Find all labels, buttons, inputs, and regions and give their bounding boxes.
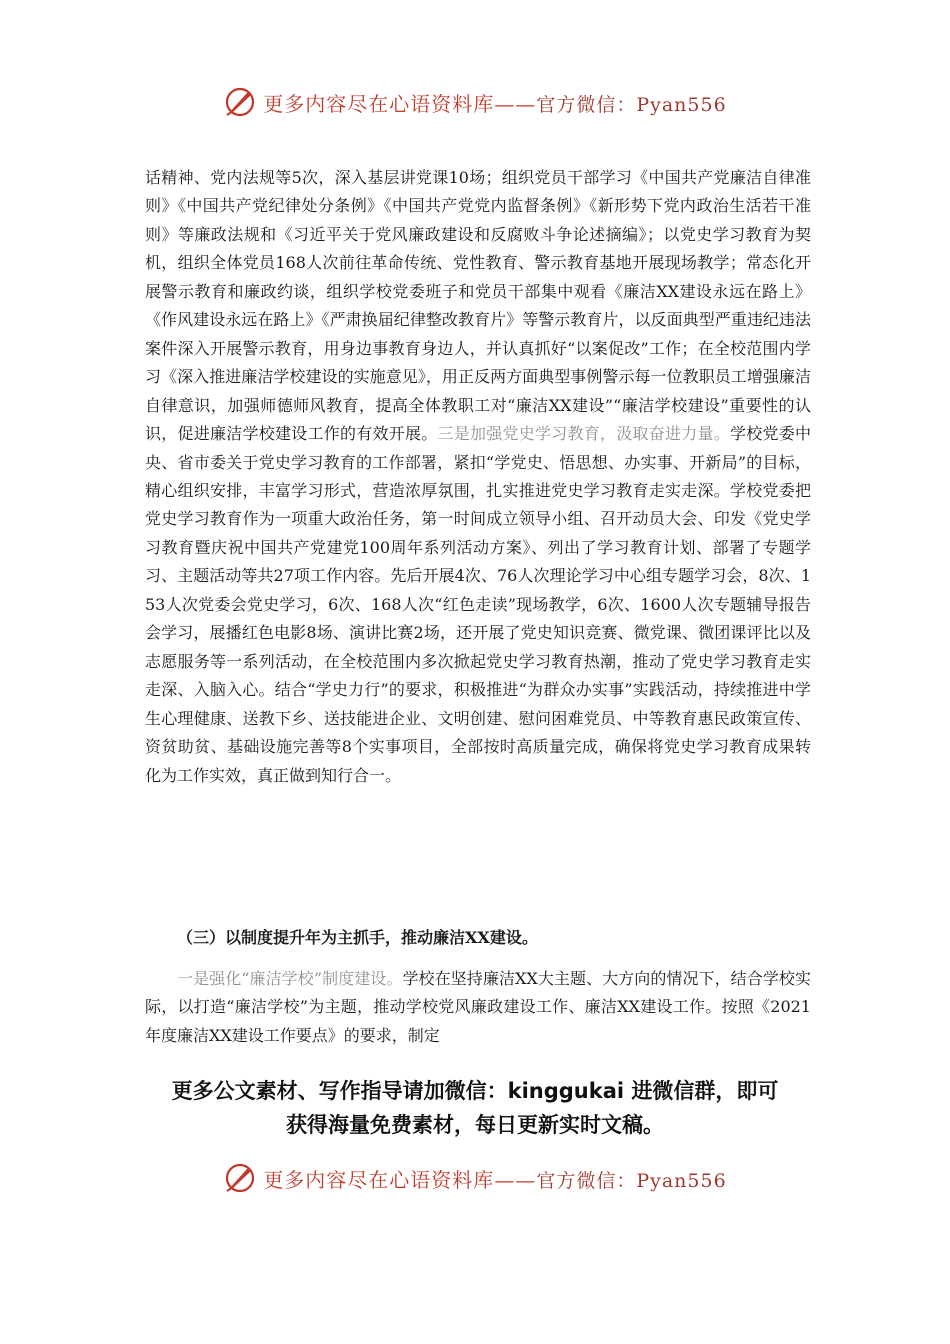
footer-brand: 更多内容尽在心语资料库 bbox=[263, 1167, 495, 1192]
body-paragraph-2 bbox=[145, 965, 811, 1050]
footer-banner bbox=[0, 1156, 950, 1200]
header-banner-text bbox=[263, 88, 726, 117]
header-brand: 更多内容尽在心语资料库 bbox=[263, 91, 495, 116]
para1-rest: 学校党委中央、省市委关于党史学习教育的工作部署，紧扣“学党史、悟思想、办实事、开新局”的目标，精心组织安排，丰富学习形式，营造浓厚氛围，扎实推进党史学习教育走实走深。学校党委把党史学习教育作为一项重大政治任务，第一时间成立领导小组、召开动员大会、印发《党史学习教育暨庆祝中国共产党建党100周年系列活动方案》、列出了学习教育计划、部署了专题学习、主题活动等共27项工作内容。先后开展4次、76人次理论学习中心组专题学习会，8次、153人次党委会党史学习，6次、168人次“红色走读”现场教学，6次、1600人次专题辅导报告会学习，展播红色电影8场、演讲比赛2场，还开展了党史知识竞赛、微党课、微团课评比以及志愿服务等一系列活动，在全校范围内多次掀起党史学习教育热潮，推动了党史学习教育走实走深、入脑入心。结合“学史力行”的要求，积极推进“为群众办实事”实践活动，持续推进中学生心理健康、送教下乡、送技能进企业、文明创建、慰问困难党员、中等教育惠民政策宣传、资贫助贫、基础设施完善等8个实事项目，全部按时高质量完成，确保将党史学习教育成果转化为工作实效，真正做到知行合一。 bbox=[145, 424, 811, 785]
footer-wechat: 官方微信：Pyan556 bbox=[536, 1169, 727, 1192]
para1-highlight: 三是加强党史学习教育，汲取奋进力量。 bbox=[437, 424, 730, 444]
para2-highlight: 一是强化“廉洁学校”制度建设。 bbox=[177, 969, 403, 988]
quill-logo-icon bbox=[223, 85, 257, 119]
quill-logo-icon bbox=[223, 1161, 257, 1195]
header-wechat: 官方微信：Pyan556 bbox=[536, 93, 727, 116]
para1-start: 话精神、党内法规等5次，深入基层讲党课10场；组织党员干部学习《中国共产党廉洁自律准则》《中国共产党纪律处分条例》《中国共产党党内监督条例》《新形势下党内政治生活若干准则》等廉政法规和《习近平关于党风廉政建设和反腐败斗争论述摘编》；以党史学习教育为契机，组织全体党员168人次前往革命传统、党性教育、警示教育基地开展现场教学；常态化开展警示教育和廉政约谈，组织学校党委班子和党员干部集中观看《廉洁XX建设永远在路上》《作风建设永远在路上》《严肃换届纪律整改教育片》等警示教育片，以反面典型严重违纪违法案件深入开展警示教育，用身边事教育身边人，并认真抓好“以案促改”工作；在全校范围内学习《深入推进廉洁学校建设的实施意见》，用正反两方面典型事例警示每一位教职员工增强廉洁自律意识，加强师德师风教育，提高全体教职工对“廉洁XX建设”“廉洁学校建设”重要性的认识，促进廉洁学校建设工作的有效开展。 bbox=[145, 168, 811, 444]
section-heading: （三）以制度提升年为主抓手，推动廉洁XX建设。 bbox=[177, 928, 538, 947]
header-dash: —— bbox=[494, 91, 537, 116]
body-paragraph-1 bbox=[145, 164, 811, 790]
footer-dash: —— bbox=[494, 1167, 537, 1192]
footer-banner-text bbox=[263, 1164, 726, 1193]
para2-rest: 学校在坚持廉洁XX大主题、大方向的情况下，结合学校实际，以打造“廉洁学校”为主题，推动学校党风廉政建设工作、廉洁XX建设工作。按照《2021年度廉洁XX建设工作要点》的要求，制定 bbox=[145, 969, 811, 1045]
promo-line-2: 获得海量免费素材，每日更新实时文稿。 bbox=[286, 1113, 664, 1137]
promo-line-1: 更多公文素材、写作指导请加微信：kinggukai 进微信群，即可 bbox=[171, 1079, 779, 1103]
header-banner bbox=[0, 80, 950, 124]
promo-notice bbox=[130, 1074, 820, 1142]
